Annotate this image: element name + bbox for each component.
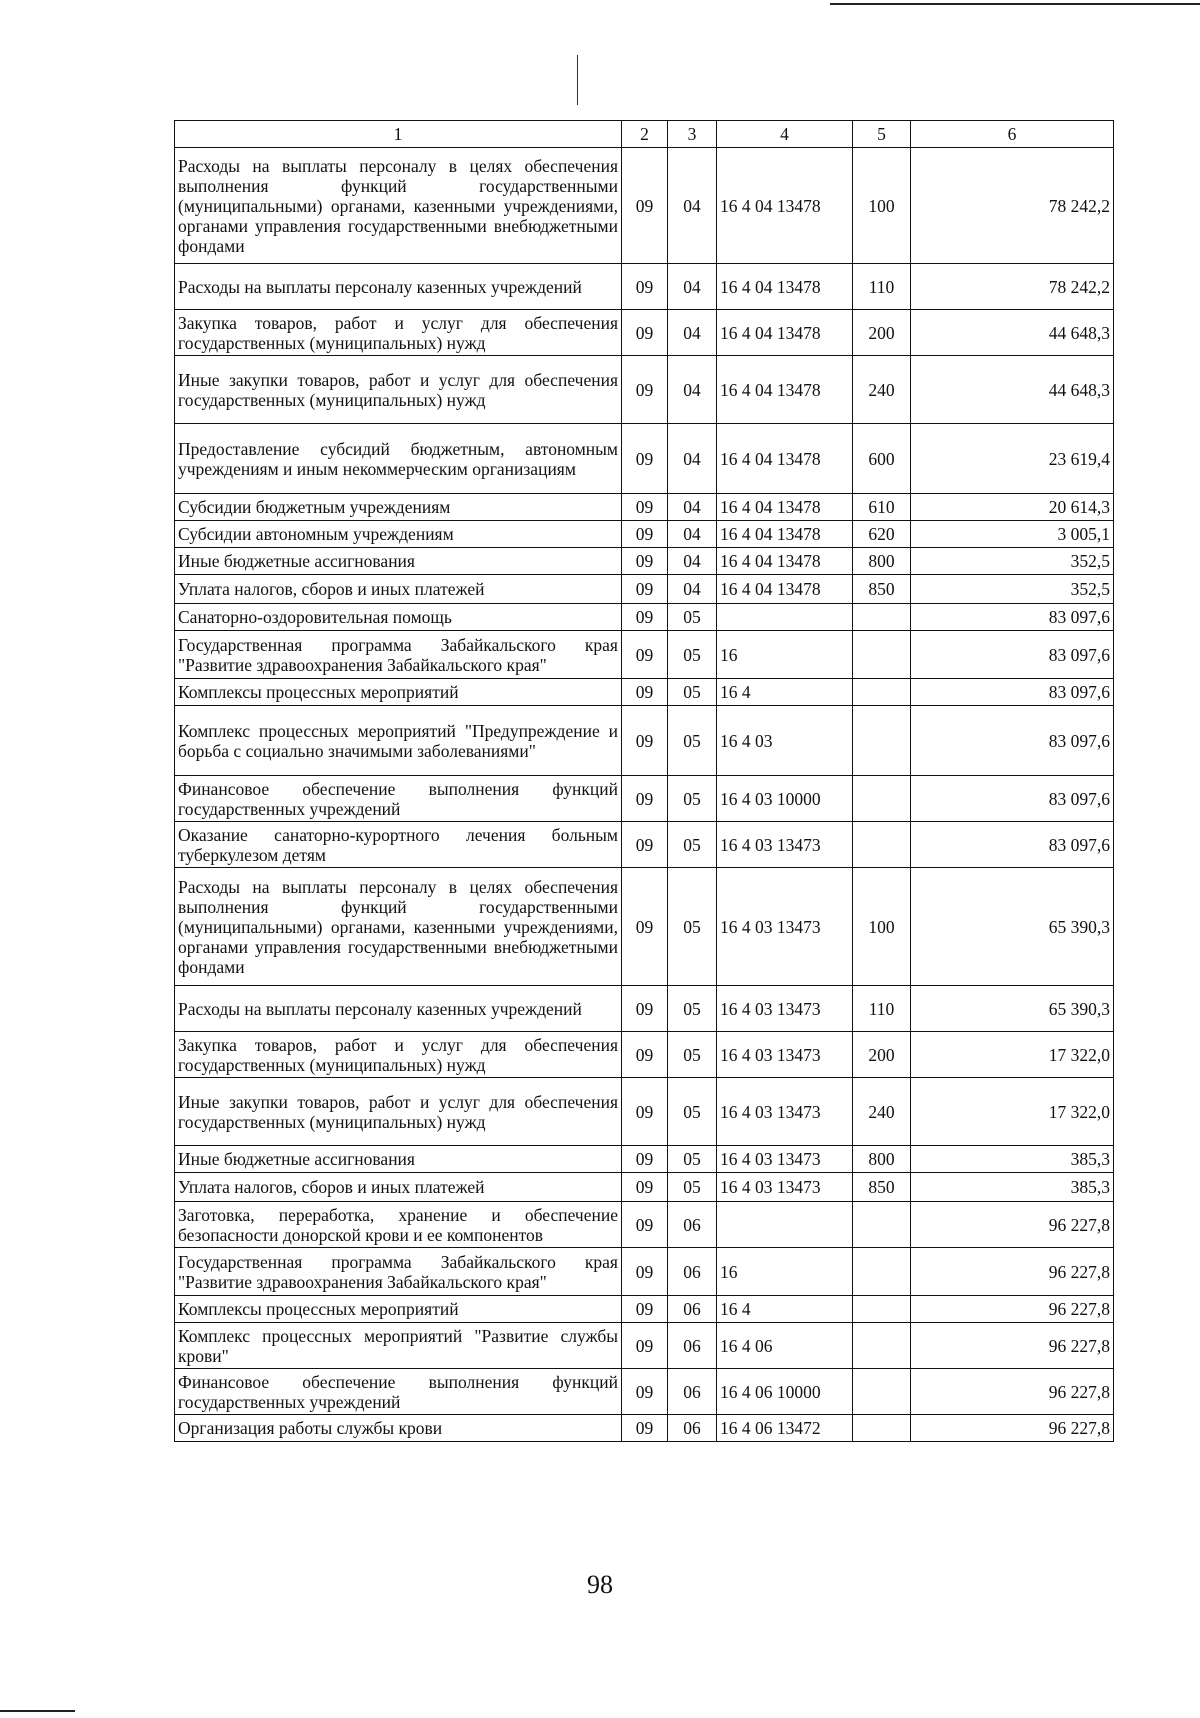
row-subsection-cell: 04 <box>668 494 717 521</box>
row-target-article-cell <box>717 604 853 631</box>
row-subsection-cell: 04 <box>668 356 717 424</box>
row-name-cell: Оказание санаторно-курортного лечения больным туберкулезом детям <box>175 822 622 868</box>
table-row <box>175 1202 1114 1248</box>
row-subsection-cell: 05 <box>668 1146 717 1173</box>
scan-artifact-line <box>577 55 578 105</box>
row-expense-type-cell <box>853 1202 911 1248</box>
row-subsection-cell: 05 <box>668 776 717 822</box>
row-section-cell: 09 <box>622 1146 668 1173</box>
row-amount-cell: 352,5 <box>911 548 1114 575</box>
table-row <box>175 521 1114 548</box>
row-section-cell: 09 <box>622 521 668 548</box>
row-name-cell: Комплекс процессных мероприятий "Предупреждение и борьба с социально значимыми заболеваниями" <box>175 706 622 776</box>
table-row <box>175 1369 1114 1415</box>
table-row <box>175 356 1114 424</box>
row-name-cell: Иные закупки товаров, работ и услуг для обеспечения государственных (муниципальных) нужд <box>175 356 622 424</box>
row-amount-cell: 65 390,3 <box>911 986 1114 1032</box>
row-name-cell: Санаторно-оздоровительная помощь <box>175 604 622 631</box>
row-expense-type-cell: 240 <box>853 1078 911 1146</box>
row-name-cell: Комплексы процессных мероприятий <box>175 1296 622 1323</box>
table-row <box>175 548 1114 575</box>
row-section-cell: 09 <box>622 575 668 604</box>
row-target-article-cell: 16 4 04 13478 <box>717 148 853 264</box>
row-name-cell: Иные закупки товаров, работ и услуг для обеспечения государственных (муниципальных) нужд <box>175 1078 622 1146</box>
row-amount-cell: 65 390,3 <box>911 868 1114 986</box>
row-section-cell: 09 <box>622 424 668 494</box>
row-section-cell: 09 <box>622 148 668 264</box>
table-row <box>175 148 1114 264</box>
row-subsection-cell: 04 <box>668 148 717 264</box>
row-expense-type-cell: 240 <box>853 356 911 424</box>
row-target-article-cell: 16 4 <box>717 1296 853 1323</box>
row-section-cell: 09 <box>622 1078 668 1146</box>
row-section-cell: 09 <box>622 631 668 679</box>
row-section-cell: 09 <box>622 264 668 310</box>
table-header-row <box>175 121 1114 148</box>
row-section-cell: 09 <box>622 1296 668 1323</box>
row-target-article-cell: 16 4 04 13478 <box>717 356 853 424</box>
row-name-cell: Иные бюджетные ассигнования <box>175 1146 622 1173</box>
row-subsection-cell: 06 <box>668 1296 717 1323</box>
row-expense-type-cell: 200 <box>853 310 911 356</box>
row-expense-type-cell <box>853 1248 911 1296</box>
row-amount-cell: 44 648,3 <box>911 310 1114 356</box>
row-expense-type-cell: 600 <box>853 424 911 494</box>
row-name-cell: Субсидии бюджетным учреждениям <box>175 494 622 521</box>
row-subsection-cell: 06 <box>668 1248 717 1296</box>
row-target-article-cell: 16 4 04 13478 <box>717 548 853 575</box>
table-row <box>175 1146 1114 1173</box>
row-target-article-cell: 16 4 06 <box>717 1323 853 1369</box>
row-name-cell: Комплекс процессных мероприятий "Развитие службы крови" <box>175 1323 622 1369</box>
row-subsection-cell: 05 <box>668 679 717 706</box>
row-amount-cell: 3 005,1 <box>911 521 1114 548</box>
row-target-article-cell: 16 4 06 13472 <box>717 1415 853 1442</box>
table-row <box>175 1248 1114 1296</box>
table-row <box>175 264 1114 310</box>
row-expense-type-cell <box>853 776 911 822</box>
row-subsection-cell: 05 <box>668 986 717 1032</box>
row-subsection-cell: 06 <box>668 1369 717 1415</box>
row-section-cell: 09 <box>622 356 668 424</box>
row-section-cell: 09 <box>622 706 668 776</box>
header-col-1: 1 <box>175 121 622 148</box>
row-expense-type-cell: 800 <box>853 1146 911 1173</box>
row-expense-type-cell: 100 <box>853 148 911 264</box>
row-expense-type-cell: 110 <box>853 986 911 1032</box>
row-subsection-cell: 05 <box>668 604 717 631</box>
row-section-cell: 09 <box>622 822 668 868</box>
row-amount-cell: 83 097,6 <box>911 822 1114 868</box>
row-amount-cell: 83 097,6 <box>911 679 1114 706</box>
row-section-cell: 09 <box>622 1248 668 1296</box>
row-name-cell: Расходы на выплаты персоналу в целях обеспечения выполнения функций государственными (муниципальными) органами, казенными учреждениями, органами управления государственными внебюджетными фондами <box>175 868 622 986</box>
table-row <box>175 706 1114 776</box>
row-target-article-cell: 16 <box>717 1248 853 1296</box>
row-section-cell: 09 <box>622 1173 668 1202</box>
row-target-article-cell: 16 4 04 13478 <box>717 575 853 604</box>
row-section-cell: 09 <box>622 1323 668 1369</box>
row-subsection-cell: 04 <box>668 521 717 548</box>
row-subsection-cell: 05 <box>668 631 717 679</box>
row-amount-cell: 96 227,8 <box>911 1323 1114 1369</box>
row-expense-type-cell: 850 <box>853 575 911 604</box>
row-name-cell: Государственная программа Забайкальского края "Развитие здравоохранения Забайкальского края" <box>175 631 622 679</box>
row-expense-type-cell <box>853 1296 911 1323</box>
row-section-cell: 09 <box>622 310 668 356</box>
row-section-cell: 09 <box>622 1032 668 1078</box>
table-row <box>175 424 1114 494</box>
row-section-cell: 09 <box>622 548 668 575</box>
row-amount-cell: 20 614,3 <box>911 494 1114 521</box>
row-section-cell: 09 <box>622 679 668 706</box>
row-amount-cell: 96 227,8 <box>911 1248 1114 1296</box>
row-amount-cell: 96 227,8 <box>911 1415 1114 1442</box>
row-amount-cell: 83 097,6 <box>911 604 1114 631</box>
row-amount-cell: 83 097,6 <box>911 706 1114 776</box>
row-target-article-cell: 16 4 04 13478 <box>717 424 853 494</box>
row-section-cell: 09 <box>622 1369 668 1415</box>
row-subsection-cell: 05 <box>668 868 717 986</box>
row-subsection-cell: 05 <box>668 706 717 776</box>
row-subsection-cell: 05 <box>668 1173 717 1202</box>
row-subsection-cell: 04 <box>668 264 717 310</box>
row-expense-type-cell <box>853 1369 911 1415</box>
table-row <box>175 631 1114 679</box>
table-row <box>175 604 1114 631</box>
row-target-article-cell: 16 4 03 13473 <box>717 1032 853 1078</box>
row-amount-cell: 17 322,0 <box>911 1078 1114 1146</box>
table-row <box>175 575 1114 604</box>
row-target-article-cell: 16 4 03 13473 <box>717 986 853 1032</box>
row-subsection-cell: 06 <box>668 1202 717 1248</box>
row-target-article-cell: 16 4 04 13478 <box>717 494 853 521</box>
page-number: 98 <box>587 1570 613 1599</box>
row-expense-type-cell <box>853 604 911 631</box>
row-name-cell: Закупка товаров, работ и услуг для обеспечения государственных (муниципальных) нужд <box>175 310 622 356</box>
row-name-cell: Заготовка, переработка, хранение и обеспечение безопасности донорской крови и ее компонентов <box>175 1202 622 1248</box>
row-amount-cell: 83 097,6 <box>911 776 1114 822</box>
row-expense-type-cell <box>853 1323 911 1369</box>
row-expense-type-cell: 850 <box>853 1173 911 1202</box>
row-target-article-cell: 16 4 04 13478 <box>717 521 853 548</box>
row-amount-cell: 96 227,8 <box>911 1296 1114 1323</box>
row-expense-type-cell: 110 <box>853 264 911 310</box>
row-target-article-cell <box>717 1202 853 1248</box>
row-expense-type-cell: 200 <box>853 1032 911 1078</box>
row-subsection-cell: 04 <box>668 548 717 575</box>
table-row <box>175 1296 1114 1323</box>
table-row <box>175 776 1114 822</box>
row-section-cell: 09 <box>622 776 668 822</box>
row-target-article-cell: 16 4 03 13473 <box>717 1146 853 1173</box>
row-amount-cell: 83 097,6 <box>911 631 1114 679</box>
row-amount-cell: 44 648,3 <box>911 356 1114 424</box>
row-section-cell: 09 <box>622 868 668 986</box>
row-name-cell: Расходы на выплаты персоналу казенных учреждений <box>175 986 622 1032</box>
row-name-cell: Организация работы службы крови <box>175 1415 622 1442</box>
row-subsection-cell: 05 <box>668 1078 717 1146</box>
row-amount-cell: 96 227,8 <box>911 1369 1114 1415</box>
header-col-6: 6 <box>911 121 1114 148</box>
row-target-article-cell: 16 4 06 10000 <box>717 1369 853 1415</box>
row-subsection-cell: 04 <box>668 575 717 604</box>
row-expense-type-cell <box>853 631 911 679</box>
row-subsection-cell: 04 <box>668 424 717 494</box>
table-row <box>175 822 1114 868</box>
row-name-cell: Субсидии автономным учреждениям <box>175 521 622 548</box>
header-col-3: 3 <box>668 121 717 148</box>
row-section-cell: 09 <box>622 1415 668 1442</box>
row-target-article-cell: 16 4 03 13473 <box>717 1078 853 1146</box>
row-amount-cell: 78 242,2 <box>911 148 1114 264</box>
header-col-4: 4 <box>717 121 853 148</box>
table-row <box>175 494 1114 521</box>
row-amount-cell: 78 242,2 <box>911 264 1114 310</box>
table-row <box>175 868 1114 986</box>
row-amount-cell: 385,3 <box>911 1146 1114 1173</box>
bottom-edge-rule <box>0 1710 75 1712</box>
row-section-cell: 09 <box>622 986 668 1032</box>
top-edge-rule <box>830 3 1200 5</box>
header-col-2: 2 <box>622 121 668 148</box>
table-row <box>175 1078 1114 1146</box>
row-section-cell: 09 <box>622 494 668 521</box>
row-name-cell: Расходы на выплаты персоналу в целях обеспечения выполнения функций государственными (муниципальными) органами, казенными учреждениями, органами управления государственными внебюджетными фондами <box>175 148 622 264</box>
row-expense-type-cell <box>853 822 911 868</box>
row-subsection-cell: 05 <box>668 822 717 868</box>
row-target-article-cell: 16 4 03 10000 <box>717 776 853 822</box>
row-amount-cell: 96 227,8 <box>911 1202 1114 1248</box>
table-row <box>175 1323 1114 1369</box>
row-name-cell: Комплексы процессных мероприятий <box>175 679 622 706</box>
row-name-cell: Финансовое обеспечение выполнения функций государственных учреждений <box>175 1369 622 1415</box>
table-row <box>175 986 1114 1032</box>
row-target-article-cell: 16 4 <box>717 679 853 706</box>
table-row <box>175 1032 1114 1078</box>
row-name-cell: Государственная программа Забайкальского края "Развитие здравоохранения Забайкальского края" <box>175 1248 622 1296</box>
row-name-cell: Уплата налогов, сборов и иных платежей <box>175 575 622 604</box>
row-section-cell: 09 <box>622 604 668 631</box>
row-amount-cell: 352,5 <box>911 575 1114 604</box>
row-name-cell: Расходы на выплаты персоналу казенных учреждений <box>175 264 622 310</box>
budget-table <box>174 120 1114 1442</box>
row-expense-type-cell <box>853 1415 911 1442</box>
row-name-cell: Предоставление субсидий бюджетным, автономным учреждениям и иным некоммерческим организациям <box>175 424 622 494</box>
table-row <box>175 1415 1114 1442</box>
table-row <box>175 679 1114 706</box>
row-subsection-cell: 04 <box>668 310 717 356</box>
row-expense-type-cell: 610 <box>853 494 911 521</box>
row-expense-type-cell: 800 <box>853 548 911 575</box>
row-amount-cell: 23 619,4 <box>911 424 1114 494</box>
row-name-cell: Иные бюджетные ассигнования <box>175 548 622 575</box>
row-target-article-cell: 16 4 04 13478 <box>717 264 853 310</box>
row-target-article-cell: 16 4 03 13473 <box>717 1173 853 1202</box>
row-name-cell: Закупка товаров, работ и услуг для обеспечения государственных (муниципальных) нужд <box>175 1032 622 1078</box>
row-subsection-cell: 06 <box>668 1323 717 1369</box>
row-target-article-cell: 16 4 04 13478 <box>717 310 853 356</box>
row-expense-type-cell: 620 <box>853 521 911 548</box>
row-expense-type-cell <box>853 679 911 706</box>
row-subsection-cell: 06 <box>668 1415 717 1442</box>
row-name-cell: Финансовое обеспечение выполнения функций государственных учреждений <box>175 776 622 822</box>
row-target-article-cell: 16 4 03 13473 <box>717 822 853 868</box>
row-expense-type-cell <box>853 706 911 776</box>
row-target-article-cell: 16 <box>717 631 853 679</box>
table-row <box>175 310 1114 356</box>
header-col-5: 5 <box>853 121 911 148</box>
row-target-article-cell: 16 4 03 <box>717 706 853 776</box>
table-body <box>175 148 1114 1442</box>
row-amount-cell: 385,3 <box>911 1173 1114 1202</box>
row-target-article-cell: 16 4 03 13473 <box>717 868 853 986</box>
row-amount-cell: 17 322,0 <box>911 1032 1114 1078</box>
row-section-cell: 09 <box>622 1202 668 1248</box>
row-name-cell: Уплата налогов, сборов и иных платежей <box>175 1173 622 1202</box>
table-row <box>175 1173 1114 1202</box>
row-subsection-cell: 05 <box>668 1032 717 1078</box>
row-expense-type-cell: 100 <box>853 868 911 986</box>
